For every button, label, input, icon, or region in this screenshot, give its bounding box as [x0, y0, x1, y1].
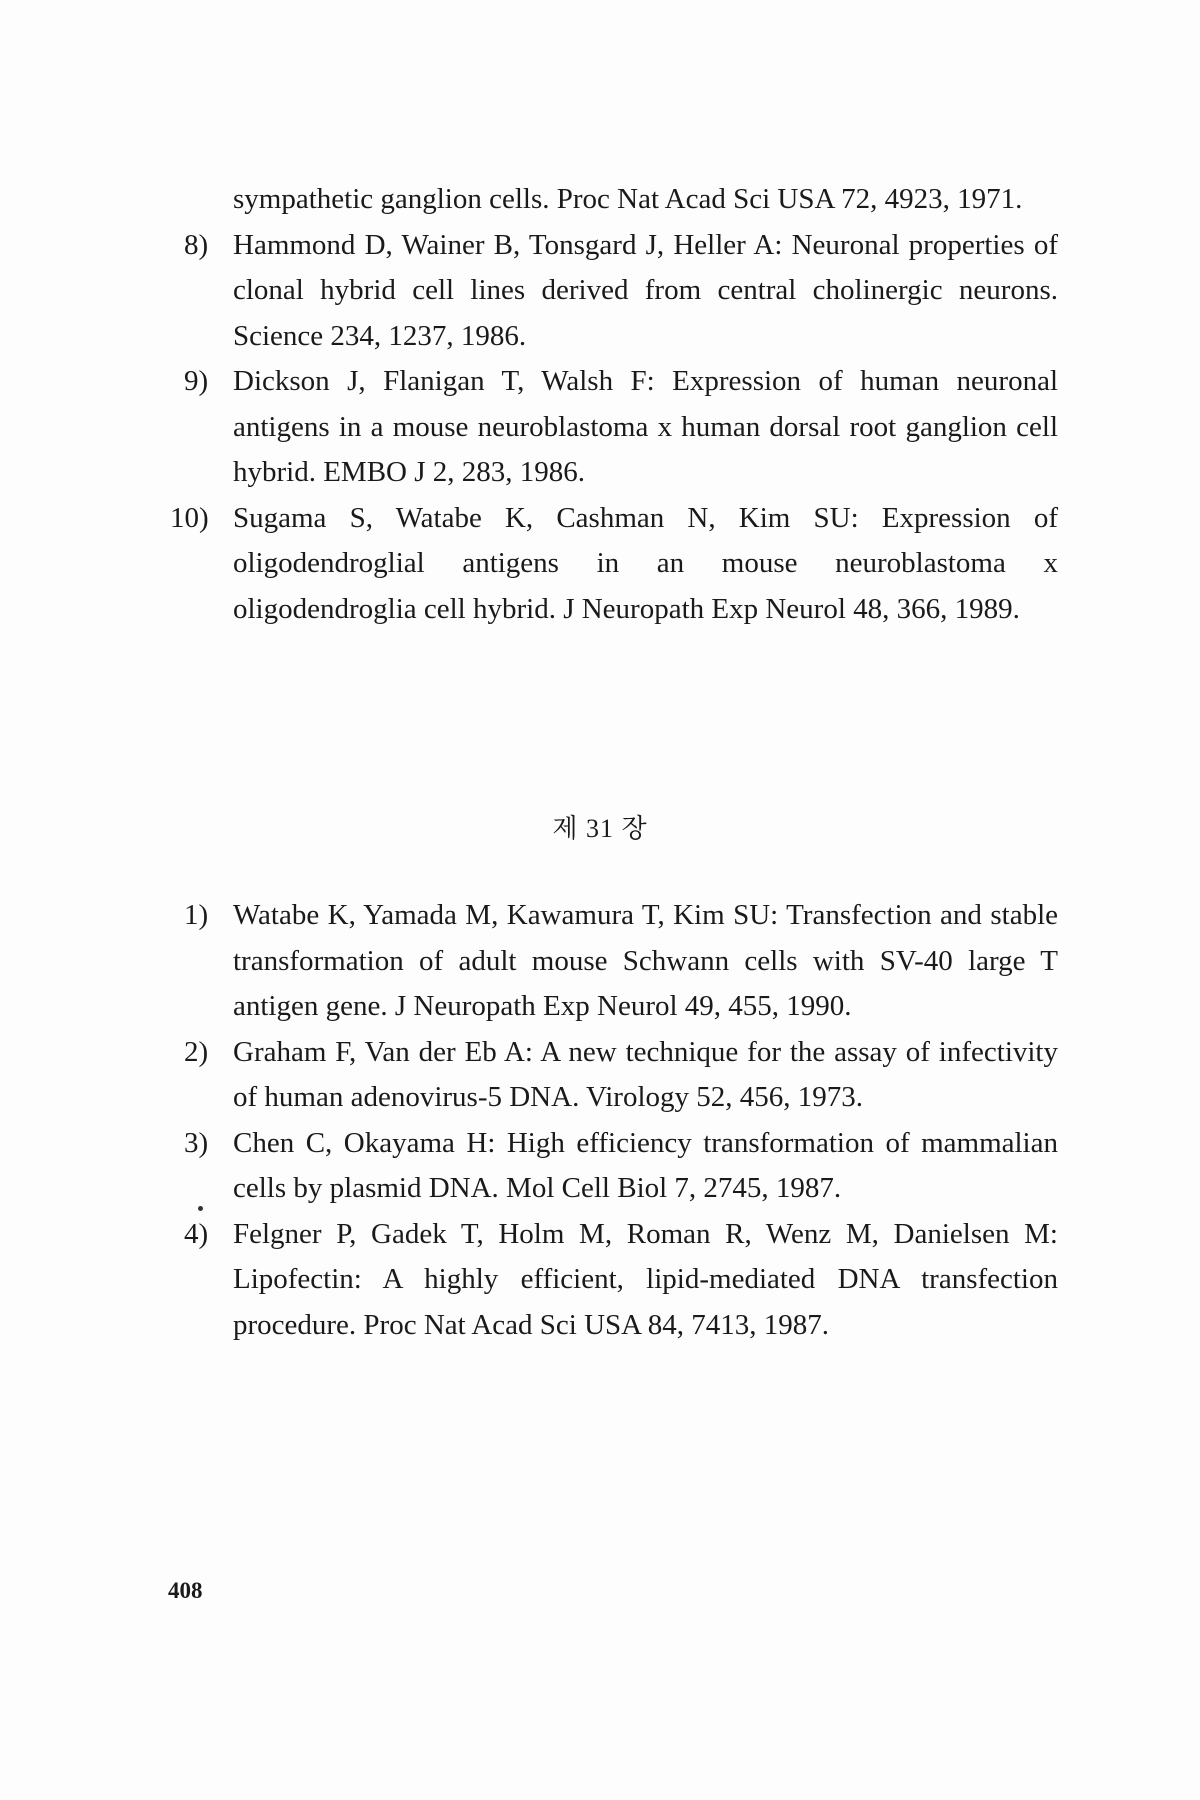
- reference-continuation: [188, 177, 1058, 223]
- reference-number: 2): [184, 1035, 209, 1068]
- reference-item: [184, 893, 1058, 1030]
- reference-number: 4): [184, 1217, 209, 1250]
- reference-number: 10): [170, 501, 209, 534]
- reference-item: [170, 496, 1058, 633]
- reference-text: Graham F, Van der Eb A: A new technique for the assay of infectivity of human adenovirus-5 DNA. Virology 52, 456, 1973.: [233, 1035, 1058, 1113]
- reference-number: 1): [184, 899, 209, 931]
- reference-text: Felgner P, Gadek T, Holm M, Roman R, Wenz M, Danielsen M: Lipofectin: A highly efficient, lipid-mediated DNA transfection procedure. Proc Nat Acad Sci USA 84, 7413, 1987.: [233, 1217, 1058, 1341]
- reference-number: 3): [184, 1126, 209, 1159]
- reference-list-previous-chapter: [170, 177, 1058, 632]
- reference-number: 9): [184, 365, 209, 397]
- reference-item: [184, 223, 1058, 360]
- page-number: 408: [168, 1578, 203, 1603]
- reference-text: Dickson J, Flanigan T, Walsh F: Expression of human neuronal antigens in a mouse neuroblastoma x human dorsal root ganglion cell hybrid. EMBO J 2, 283, 1986.: [233, 365, 1058, 488]
- reference-text: Sugama S, Watabe K, Cashman N, Kim SU: Expression of oligodendroglial antigens in an mouse neuroblastoma x oligodendroglia cell hybrid. J Neuropath Exp Neurol 48, 366, 1989.: [233, 501, 1058, 625]
- scan-speck: [198, 1206, 203, 1211]
- reference-continuation-text: sympathetic ganglion cells. Proc Nat Acad Sci USA 72, 4923, 1971.: [233, 183, 1023, 215]
- reference-text: Hammond D, Wainer B, Tonsgard J, Heller A: Neuronal properties of clonal hybrid cell lines derived from central cholinergic neurons. Science 234, 1237, 1986.: [233, 228, 1058, 352]
- reference-text: Chen C, Okayama H: High efficiency transformation of mammalian cells by plasmid DNA. Mol Cell Biol 7, 2745, 1987.: [233, 1126, 1058, 1204]
- chapter-heading: 제 31 장: [552, 814, 648, 843]
- reference-item: [184, 1030, 1058, 1121]
- reference-item: [184, 1121, 1058, 1212]
- reference-number: 8): [184, 228, 209, 261]
- reference-list-chapter-31: [184, 893, 1058, 1348]
- reference-text: Watabe K, Yamada M, Kawamura T, Kim SU: Transfection and stable transformation of adult mouse Schwann cells with SV-40 large T antigen gene. J Neuropath Exp Neurol 49, 455, 1990.: [233, 899, 1058, 1022]
- reference-item: [184, 359, 1058, 496]
- reference-item: [184, 1212, 1058, 1349]
